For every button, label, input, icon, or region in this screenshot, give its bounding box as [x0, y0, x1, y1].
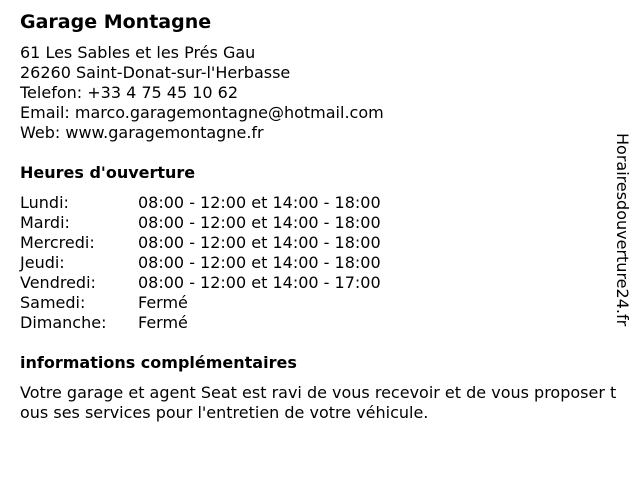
hours-day: Dimanche:: [20, 313, 107, 332]
hours-time: 08:00 - 12:00 et 14:00 - 18:00: [138, 193, 381, 212]
hours-table: [20, 193, 620, 333]
email: Email: marco.garagemontagne@hotmail.com: [20, 103, 384, 122]
info-heading: informations complémentaires: [20, 353, 297, 372]
site-brand: Horairesdouverture24.fr: [613, 133, 632, 327]
content: [20, 10, 620, 423]
hours-time: Fermé: [138, 313, 188, 332]
hours-row: [20, 313, 620, 333]
hours-row: [20, 213, 620, 233]
hours-row: [20, 273, 620, 293]
hours-day: Lundi:: [20, 193, 69, 212]
hours-day: Samedi:: [20, 293, 86, 312]
phone: Telefon: +33 4 75 45 10 62: [20, 83, 239, 102]
hours-time: 08:00 - 12:00 et 14:00 - 18:00: [138, 233, 381, 252]
hours-row: [20, 253, 620, 273]
hours-time: 08:00 - 12:00 et 14:00 - 17:00: [138, 273, 381, 292]
hours-row: [20, 193, 620, 213]
hours-time: 08:00 - 12:00 et 14:00 - 18:00: [138, 213, 381, 232]
hours-day: Vendredi:: [20, 273, 96, 292]
hours-day: Jeudi:: [20, 253, 65, 272]
website: Web: www.garagemontagne.fr: [20, 123, 264, 142]
hours-time: 08:00 - 12:00 et 14:00 - 18:00: [138, 253, 381, 272]
address-line-1: 61 Les Sables et les Prés Gau: [20, 43, 256, 62]
hours-time: Fermé: [138, 293, 188, 312]
hours-day: Mercredi:: [20, 233, 95, 252]
hours-day: Mardi:: [20, 213, 70, 232]
hours-row: [20, 233, 620, 253]
hours-heading: Heures d'ouverture: [20, 163, 196, 182]
info-text: Votre garage et agent Seat est ravi de vous recevoir et de vous proposer tous ses services pour l'entretien de votre véhicule.: [20, 383, 617, 422]
address-line-2: 26260 Saint-Donat-sur-l'Herbasse: [20, 63, 291, 82]
hours-row: [20, 293, 620, 313]
business-name: Garage Montagne: [20, 11, 212, 33]
